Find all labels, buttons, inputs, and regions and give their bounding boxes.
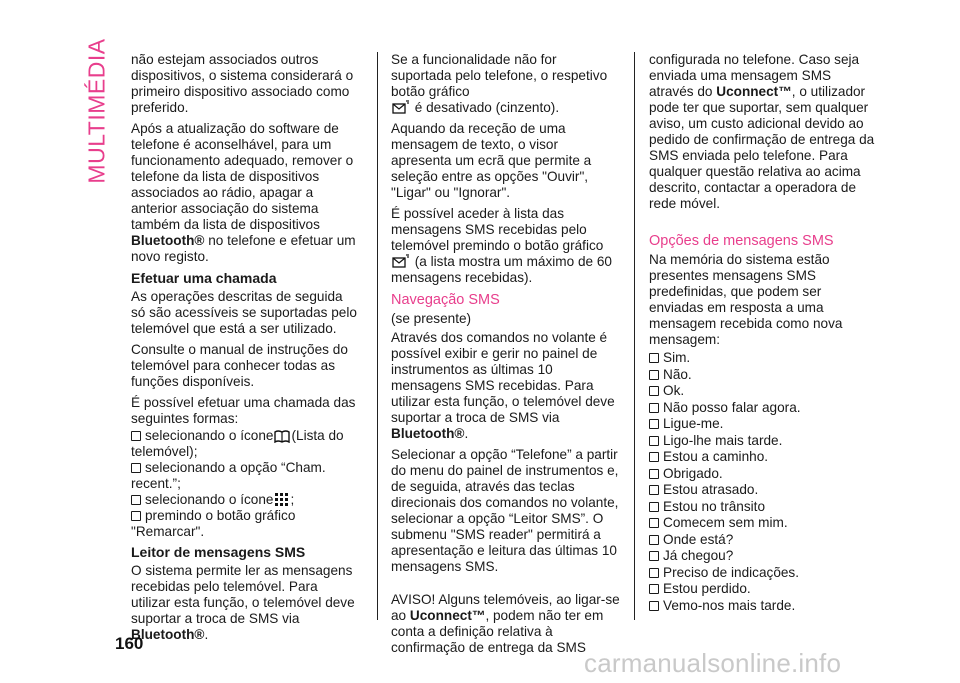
checkbox-bullet-icon — [649, 403, 659, 413]
paragraph: Selecionar a opção “Telefone” a partir do menu do painel de instrumentos e, de seguida, através das teclas direcionais dos comandos no volante, selecionar a opção “Leitor SMS”. O submenu "SMS reader" permitirá a apresentação e leitura das últimas 10 mensagens SMS. — [391, 447, 619, 574]
checkbox-bullet-icon — [649, 419, 659, 429]
paragraph: Após a atualização do software de telefone é aconselhável, para um funcionamento adequado, remover o telefone da lista de dispositivos associados ao rádio, apagar a anterior associação do sistema também da lista de dispositivos Bluetooth® no telefone e efetuar um novo registo. — [131, 121, 356, 264]
paragraph: Na memória do sistema estão presentes mensagens SMS predefinidas, que podem ser enviadas em resposta a uma mensagem recebida como nova mensagem: — [649, 252, 843, 347]
heading-sms-reader: Leitor de mensagens SMS — [131, 544, 306, 560]
heading-make-call: Efetuar uma chamada — [131, 270, 277, 286]
bullet-item: selecionando a opção “Cham. recent.”; — [131, 460, 326, 491]
phonebook-icon — [274, 429, 290, 443]
subheading-if-present: (se presente) — [391, 311, 472, 326]
checkbox-bullet-icon — [649, 502, 659, 512]
message-icon — [392, 254, 410, 269]
checkbox-bullet-icon — [649, 518, 659, 528]
section-title: MULTIMÉDIA — [83, 38, 110, 184]
checkbox-bullet-icon — [649, 568, 659, 578]
message-icon — [392, 100, 410, 115]
paragraph: Aquando da receção de uma mensagem de texto, o visor apresenta um ecrã que permite a seleção entre as opções "Ouvir", "Ligar" ou "Ignorar". — [391, 121, 592, 200]
list-item: Preciso de indicações. — [649, 565, 879, 581]
bullet-item: premindo o botão gráfico "Remarcar". — [131, 508, 296, 539]
list-item: Estou perdido. — [649, 581, 879, 597]
bullet-item: selecionando o ícone ; — [131, 492, 360, 508]
checkbox-bullet-icon — [649, 485, 659, 495]
heading-sms-navigation: Navegação SMS — [391, 292, 500, 308]
warning-paragraph: AVISO! Alguns telemóveis, ao ligar-se ao Uconnect™, podem não ter em conta a definição relativa à confirmação de entrega da SMS — [391, 592, 620, 655]
checkbox-bullet-icon — [131, 463, 141, 473]
column-1 — [131, 52, 360, 648]
column-divider — [634, 52, 635, 620]
list-item: Vemo-nos mais tarde. — [649, 598, 879, 614]
paragraph: O sistema permite ler as mensagens recebidas pelo telemóvel. Para utilizar esta função, o telemóvel deve suportar a troca de SMS via Bluetooth®. — [131, 563, 355, 642]
bullet-item: selecionando o ícone (Lista do telemóvel); — [131, 428, 344, 459]
checkbox-bullet-icon — [649, 535, 659, 545]
list-item: Ligo-lhe mais tarde. — [649, 433, 879, 449]
predefined-messages-list — [649, 350, 879, 614]
list-item: Ok. — [649, 383, 879, 399]
keypad-icon — [274, 492, 289, 507]
paragraph: Através dos comandos no volante é possível exibir e gerir no painel de instrumentos as últimas 10 mensagens SMS recebidas. Para utilizar esta função, o telemóvel deve suportar a troca de SMS via Bluetooth®. — [391, 330, 615, 441]
list-item: Não posso falar agora. — [649, 400, 879, 416]
paragraph: Consulte o manual de instruções do telemóvel para conhecer todas as funções disponíveis. — [131, 342, 348, 389]
paragraph: É possível efetuar uma chamada das seguintes formas: — [131, 395, 356, 426]
paragraph: É possível aceder à lista das mensagens SMS recebidas pelo telemóvel premindo o botão gráfico (a lista mostra um máximo de 60 mensagens recebidas). — [391, 206, 612, 285]
checkbox-bullet-icon — [649, 452, 659, 462]
column-2 — [391, 52, 620, 661]
paragraph: Se a funcionalidade não for suportada pelo telefone, o respetivo botão gráfico é desativado (cinzento). — [391, 52, 608, 115]
column-divider — [377, 52, 378, 620]
checkbox-bullet-icon — [649, 584, 659, 594]
list-item: Ligue-me. — [649, 416, 879, 432]
paragraph: As operações descritas de seguida só são acessíveis se suportadas pelo telemóvel que está a ser utilizado. — [131, 289, 357, 336]
checkbox-bullet-icon — [649, 551, 659, 561]
checkbox-bullet-icon — [649, 436, 659, 446]
checkbox-bullet-icon — [131, 495, 141, 505]
list-item: Já chegou? — [649, 548, 879, 564]
paragraph: configurada no telefone. Caso seja enviada uma mensagem SMS através do Uconnect™, o utilizador pode ter que suportar, sem qualquer aviso, um custo adicional devido ao pedido de confirmação de entrega da SMS enviada pelo telefone. Para qualquer questão relativa ao acima descrito, contactar a operadora de rede móvel. — [649, 52, 875, 211]
checkbox-bullet-icon — [131, 431, 141, 441]
checkbox-bullet-icon — [649, 370, 659, 380]
checkbox-bullet-icon — [131, 511, 141, 521]
checkbox-bullet-icon — [649, 469, 659, 479]
list-item: Estou atrasado. — [649, 482, 879, 498]
page-number: 160 — [115, 634, 144, 653]
checkbox-bullet-icon — [649, 601, 659, 611]
list-item: Onde está? — [649, 532, 879, 548]
list-item: Estou no trânsito — [649, 499, 879, 515]
list-item: Estou a caminho. — [649, 449, 879, 465]
paragraph: não estejam associados outros dispositivos, o sistema considerará o primeiro dispositivo associado como preferido. — [131, 52, 354, 115]
list-item: Comecem sem mim. — [649, 515, 879, 531]
list-item: Sim. — [649, 350, 879, 366]
list-item: Não. — [649, 367, 879, 383]
watermark: carmanualsonline.info — [584, 648, 842, 678]
heading-sms-options: Opções de mensagens SMS — [649, 233, 834, 249]
checkbox-bullet-icon — [649, 353, 659, 363]
column-3 — [649, 52, 879, 614]
list-item: Obrigado. — [649, 466, 879, 482]
checkbox-bullet-icon — [649, 386, 659, 396]
